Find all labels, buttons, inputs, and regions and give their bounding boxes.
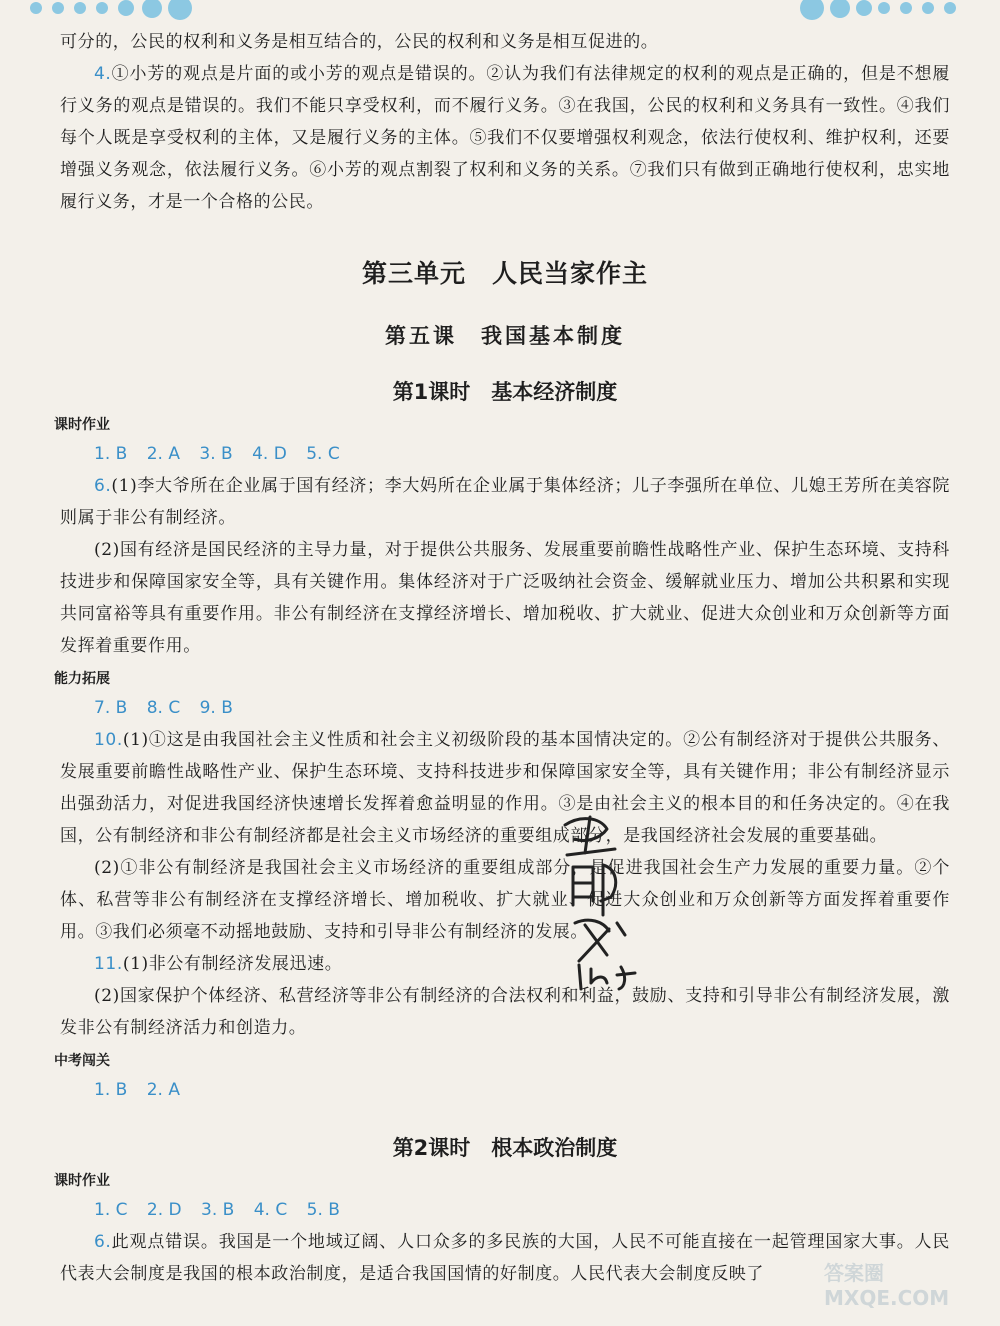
unit-title: 第三单元 人民当家作主 xyxy=(361,259,648,288)
watermark-text: 答案圈 MXQE.COM xyxy=(824,1261,950,1310)
watermark-logo xyxy=(824,1252,994,1322)
answer-6-period2-text: 此观点错误。我国是一个地域辽阔、人口众多的多民族的大国，人民不可能直接在一起管理国家大事。人民代表大会制度是我国的根本政治制度，是适合我国国情的好制度。人民代表大会制度反映了 xyxy=(60,1232,950,1284)
answer-item: 7. B xyxy=(94,698,128,718)
question-number: 10. xyxy=(94,730,123,750)
answer-item: 2. D xyxy=(146,1200,182,1220)
answer-10-part1-text: (1)①这是由我国社会主义性质和社会主义初级阶段的基本国情决定的。②公有制经济对于提供公共服务、发展重要前瞻性战略性产业、保护生态环境、支持科技进步和保障国家安全等，具有关键作用；非公有制经济显示出强劲活力，对促进我国经济快速增长发挥着愈益明显的作用。③是由社会主义的根本目的和任务决定的。④在我国，公有制经济和非公有制经济都是社会主义市场经济的重要组成部分，是我国经济社会发展的重要基础。 xyxy=(60,730,950,846)
question-number: 6. xyxy=(94,476,112,496)
section-homework: 课时作业 xyxy=(54,417,110,433)
answer-item: 8. C xyxy=(146,698,181,718)
answer-11-part1-text: (1)非公有制经济发展迅速。 xyxy=(122,954,343,974)
answer-item: 4. D xyxy=(252,444,287,464)
section-homework-2: 课时作业 xyxy=(54,1173,110,1189)
section-ability: 能力拓展 xyxy=(54,671,110,687)
exam-answers xyxy=(60,1074,950,1106)
homework-answers xyxy=(60,438,950,470)
answer-10-part1 xyxy=(60,724,950,852)
answer-10-part2: (2)①非公有制经济是我国社会主义市场经济的重要组成部分，是促进我国社会生产力发展的重要力量。②个体、私营等非公有制经济在支撑经济增长、增加税收、扩大就业、促进大众创业和万众创新等方面发挥着重要作用。③我们必须毫不动摇地鼓励、支持和引导非公有制经济的发展。 xyxy=(60,858,950,942)
question-number: 11. xyxy=(94,954,123,974)
answer-6-part1 xyxy=(60,470,950,534)
answer-4 xyxy=(60,58,950,218)
answer-6-part2: (2)国有经济是国民经济的主导力量，对于提供公共服务、发展重要前瞻性战略性产业、保护生态环境、支持科技进步和保障国家安全等，具有关键作用。集体经济对于广泛吸纳社会资金、缓解就业压力、增加公共积累和实现共同富裕等具有重要作用。非公有制经济在支撑经济增长、增加税收、扩大就业、促进大众创业和万众创新等方面发挥着重要作用。 xyxy=(60,540,950,656)
answer-item: 4. C xyxy=(253,1200,288,1220)
period-1-title: 第1课时 基本经济制度 xyxy=(392,380,618,404)
answer-item: 2. A xyxy=(146,1080,180,1100)
period-2-title: 第2课时 根本政治制度 xyxy=(392,1136,618,1160)
lesson-title: 第五课 我国基本制度 xyxy=(385,323,625,348)
answer-item: 1. B xyxy=(94,1080,128,1100)
handwritten-signature xyxy=(545,805,645,995)
ability-answers xyxy=(60,692,950,724)
answer-item: 1. C xyxy=(94,1200,128,1220)
answer-item: 5. B xyxy=(306,1200,340,1220)
paragraph-continued: 可分的，公民的权利和义务是相互结合的，公民的权利和义务是相互促进的。 xyxy=(60,32,659,52)
answer-item: 5. C xyxy=(306,444,340,464)
answer-4-text: ①小芳的观点是片面的或小芳的观点是错误的。②认为我们有法律规定的权利的观点是正确的，但是不想履行义务的观点是错误的。我们不能只享受权利，而不履行义务。③在我国，公民的权利和义务具有一致性。④我们每个人既是享受权利的主体，又是履行义务的主体。⑤我们不仅要增强权利观念，依法行使权利、维护权利，还要增强义务观念，依法履行义务。⑥小芳的观点割裂了权利和义务的关系。⑦我们只有做到正确地行使权利，忠实地履行义务，才是一个合格的公民。 xyxy=(60,64,950,212)
answer-item: 3. B xyxy=(201,1200,235,1220)
section-exam: 中考闯关 xyxy=(54,1053,110,1069)
answer-6-part1-text: (1)李大爷所在企业属于国有经济；李大妈所在企业属于集体经济；儿子李强所在单位、儿媳王芳所在美容院则属于非公有制经济。 xyxy=(60,476,950,528)
header-dots-decoration xyxy=(0,0,1000,22)
answer-item: 2. A xyxy=(146,444,180,464)
answer-6-period2 xyxy=(60,1226,950,1290)
answer-item: 3. B xyxy=(199,444,233,464)
answer-11-part1 xyxy=(60,948,950,980)
homework-answers-2 xyxy=(60,1194,950,1226)
question-number: 6. xyxy=(94,1232,112,1252)
question-number: 4. xyxy=(94,64,112,84)
answer-11-part2: (2)国家保护个体经济、私营经济等非公有制经济的合法权利和利益，鼓励、支持和引导非公有制经济发展，激发非公有制经济活力和创造力。 xyxy=(60,986,950,1038)
answer-item: 9. B xyxy=(199,698,233,718)
answer-item: 1. B xyxy=(94,444,128,464)
page-content xyxy=(54,26,950,1290)
